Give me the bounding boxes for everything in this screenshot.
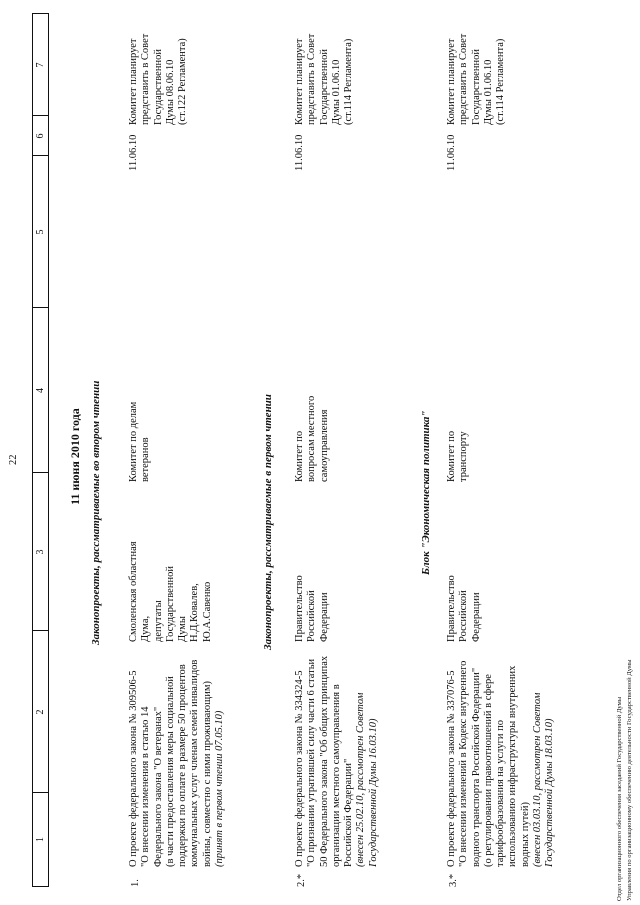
row-3-title	[446, 661, 557, 867]
footer-line-1: Отдел организационного обеспечения заседаний Государственной Думы	[616, 696, 623, 901]
row-1-comment-line: Государственной	[152, 49, 164, 125]
row-2-title-line: организации местного самоуправления в	[330, 684, 342, 867]
row-3-initiator-line: Российской	[458, 590, 470, 642]
column-header-3: 3	[33, 472, 48, 631]
row-1-committee-line: ветеранов	[140, 437, 152, 482]
row-1-title-line: Федерального закона "О ветеранах"	[152, 706, 164, 867]
row-2-initiator-line: Российской	[306, 590, 318, 642]
row-1-number: 1.	[130, 879, 141, 887]
row-2-date: 11.06.10	[294, 134, 305, 171]
row-2-initiator	[294, 575, 331, 642]
row-3-committee-line: Комитет по	[446, 430, 457, 482]
footer-line-2: Управления по организационному обеспечению деятельности Государственной Думы	[626, 659, 633, 901]
row-3-comment-line: представить в Совет	[458, 33, 470, 125]
row-3-comment-line: Государственной	[470, 49, 482, 125]
column-header-7: 7	[35, 62, 46, 68]
row-3-comment	[446, 34, 507, 125]
row-2-number: 2.*	[296, 873, 307, 887]
row-1-initiator-line: Дума,	[140, 615, 152, 642]
row-3-title-line: О проекте федерального закона № 337076-5	[446, 670, 457, 867]
row-2-title-line: 50 Федерального закона "Об общих принципах	[318, 655, 330, 867]
row-2-committee-line: самоуправления	[318, 409, 330, 482]
row-2-note-line: Государственной Думы 16.03.10)	[367, 718, 379, 867]
row-1-committee	[128, 402, 153, 482]
row-1-initiator-line: Н.Д.Ковалев,	[189, 583, 201, 642]
row-3-title-line: водных путей)	[519, 802, 531, 867]
row-3-title-line: (о регулировании правоотношений в сфере	[482, 674, 494, 867]
row-2-title	[294, 656, 380, 867]
row-2-initiator-line: Федерации	[318, 592, 330, 642]
row-1-title-line: войны, совместно с ними проживающим)	[201, 681, 213, 867]
page-number: 22	[8, 454, 19, 465]
row-1-comment	[128, 34, 189, 125]
row-2-comment	[294, 34, 355, 125]
row-1-initiator-line: Смоленская областная	[128, 541, 139, 642]
row-1-committee-line: Комитет по делам	[128, 401, 139, 482]
row-1-title-line: поддержки по оплате в размере 50 процентов	[177, 664, 189, 867]
row-1-note-line: (принят в первом чтении 07.05.10)	[214, 710, 226, 867]
row-2-title-line: Российской Федерации"	[343, 758, 355, 867]
row-2-committee-line: вопросам местного	[306, 395, 318, 482]
row-1-title-line: коммунальных услуг членам семей инвалидов	[189, 659, 201, 867]
row-1-title	[128, 660, 226, 867]
row-3-comment-line: Думы 01.06.10	[482, 59, 494, 125]
section-second-reading: Законопроекты, рассматриваемые во втором чтении	[90, 380, 102, 645]
row-1-comment-line: представить в Совет	[140, 33, 152, 125]
column-header-row	[32, 13, 49, 887]
row-1-initiator-line: Думы	[177, 616, 189, 642]
row-1-initiator-line: Ю.А.Савенко	[201, 581, 213, 642]
row-1-title-line: (в части предоставления меры социальной	[164, 676, 176, 867]
column-header-2: 2	[33, 630, 48, 793]
row-2-comment-line: Государственной	[318, 49, 330, 125]
row-3-note-line: (внесен 03.03.10, рассмотрен Советом	[532, 692, 544, 867]
row-1-comment-line: Думы 08.06.10	[164, 59, 176, 125]
row-2-committee	[294, 396, 331, 482]
row-2-title-line: "О признании утратившей силу части 6 статьи	[306, 658, 318, 867]
row-3-committee-line: транспорту	[458, 431, 470, 482]
row-1-comment-line: (ст.122 Регламента)	[177, 38, 189, 125]
column-header-1: 1	[33, 792, 48, 886]
row-3-note-line: Государственной Думы 18.03.10)	[544, 718, 556, 867]
section-first-reading: Законопроекты, рассматриваемые в первом чтении	[262, 394, 274, 650]
row-2-comment-line: представить в Совет	[306, 33, 318, 125]
row-2-initiator-line: Правительство	[294, 575, 305, 642]
column-header-4: 4	[33, 307, 48, 473]
row-1-title-line: О проекте федерального закона № 309506-5	[128, 670, 139, 867]
column-header-5: 5	[33, 155, 48, 308]
row-1-initiator-line: депутаты	[152, 600, 164, 642]
date-heading: 11 июня 2010 года	[68, 408, 82, 505]
row-3-comment-line: Комитет планирует	[446, 38, 457, 125]
row-3-number: 3.*	[448, 873, 459, 887]
row-1-date: 11.06.10	[128, 134, 139, 171]
row-3-title-line: тарифообразования на услуги по	[495, 719, 507, 867]
row-3-committee	[446, 431, 471, 482]
row-1-title-line: "О внесении изменения в статью 14	[140, 706, 152, 867]
row-2-comment-line: (ст.114 Регламента)	[343, 38, 355, 125]
row-3-comment-line: (ст.114 Регламента)	[495, 38, 507, 125]
row-3-title-line: "О внесении изменений в Кодекс внутреннего	[458, 660, 470, 867]
section-economic-block: Блок "Экономическая политика"	[420, 410, 432, 575]
row-2-committee-line: Комитет по	[294, 430, 305, 482]
row-3-title-line: водного транспорта Российской Федерации"	[470, 667, 482, 867]
row-1-comment-line: Комитет планирует	[128, 38, 139, 125]
row-3-initiator	[446, 575, 483, 642]
row-2-comment-line: Комитет планирует	[294, 38, 305, 125]
row-2-note-line: (внесен 25.02.10, рассмотрен Советом	[355, 692, 367, 867]
row-2-title-line: О проекте федерального закона № 334324-5	[294, 670, 305, 867]
column-header-6: 6	[33, 115, 48, 156]
row-3-initiator-line: Федерации	[470, 592, 482, 642]
row-1-initiator-line: Государственной	[164, 566, 176, 642]
row-3-date: 11.06.10	[446, 134, 457, 171]
row-3-title-line: использованию инфраструктуры внутренних	[507, 665, 519, 867]
row-2-comment-line: Думы 01.06.10	[330, 59, 342, 125]
row-3-initiator-line: Правительство	[446, 575, 457, 642]
row-1-initiator	[128, 541, 214, 642]
